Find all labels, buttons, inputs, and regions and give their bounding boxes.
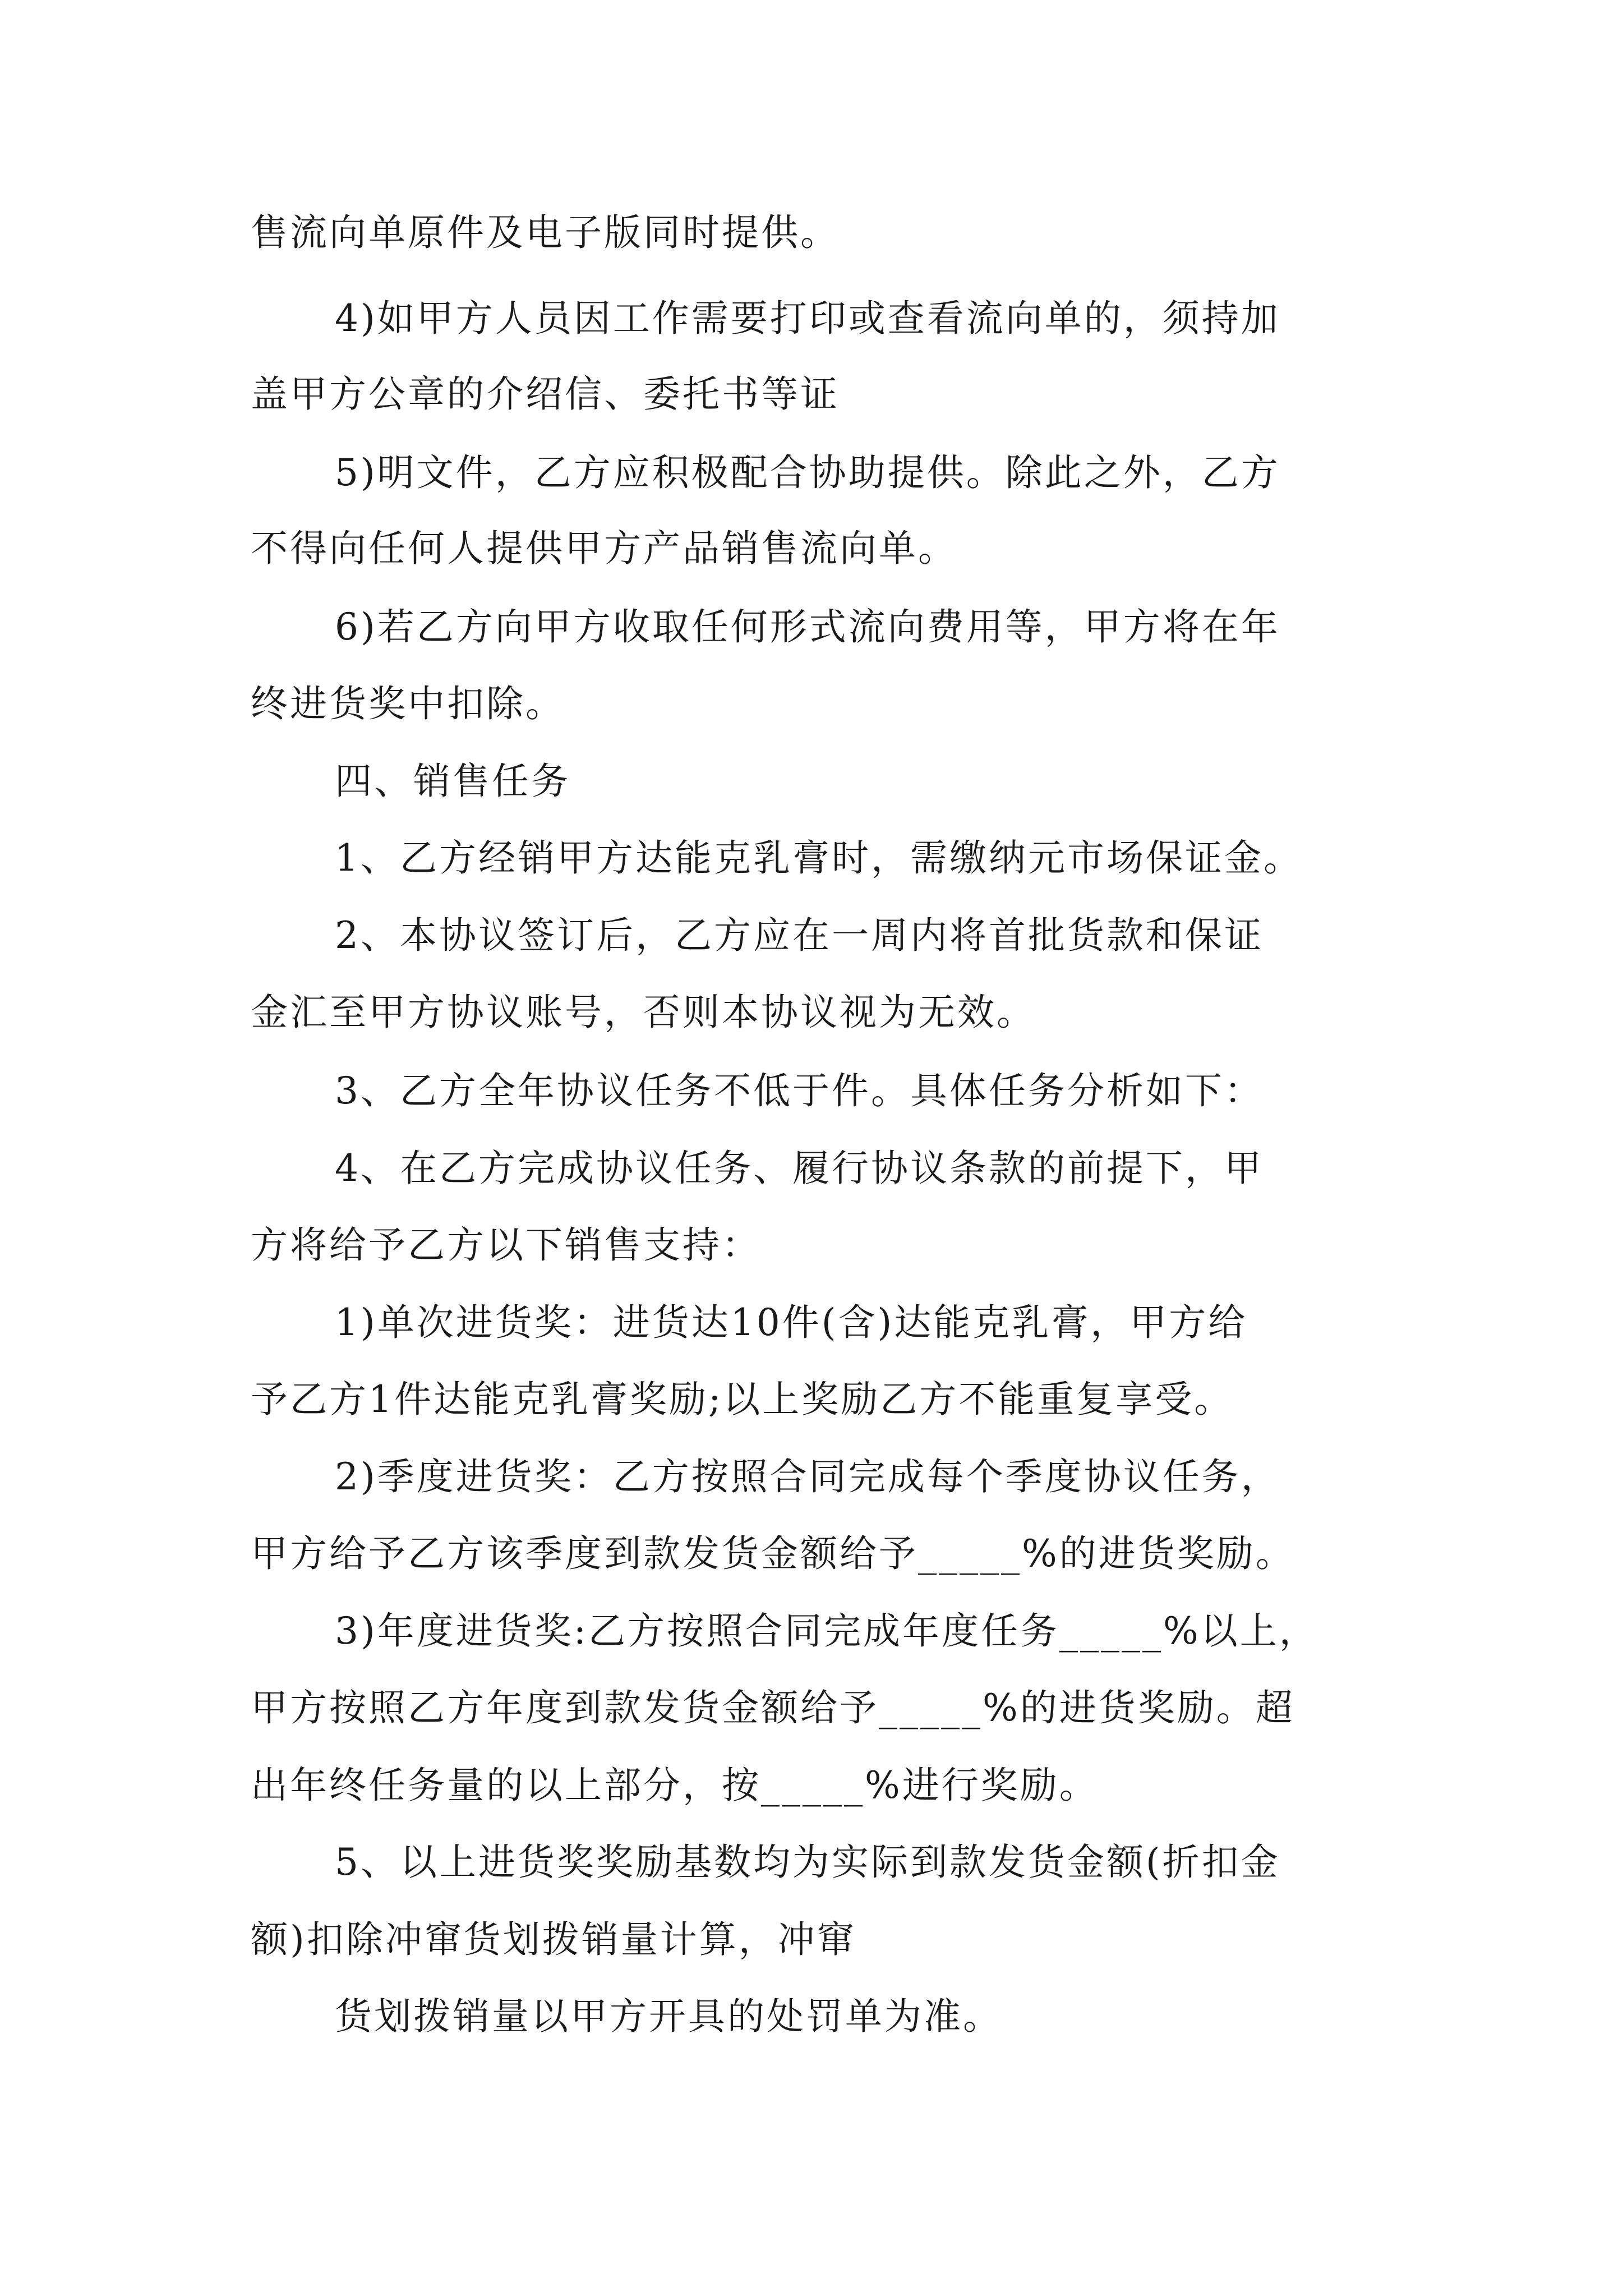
text-line-18: 甲方给予乙方该季度到款发货金额给予_____%的进货奖励。 [251,1532,1295,1575]
text-line-5: 不得向任何人提供甲方产品销售流向单。 [251,527,957,570]
text-line-22: 5、以上进货奖奖励基数均为实际到款发货金额(折扣金 [335,1841,1280,1884]
section-heading: 四、销售任务 [335,760,570,803]
text-line-9: 1、乙方经销甲方达能克乳膏时，需缴纳元市场保证金。 [335,836,1303,880]
text-line-24: 货划拨销量以甲方开具的处罚单为准。 [335,1995,1002,2038]
text-line-14: 方将给予乙方以下销售支持： [251,1223,761,1267]
text-line-21: 出年终任务量的以上部分，按_____%进行奖励。 [251,1764,1099,1807]
text-line-7: 终进货奖中扣除。 [251,682,565,725]
text-line-17: 2)季度进货奖：乙方按照合同完成每个季度协议任务， [335,1455,1280,1498]
text-line-11: 金汇至甲方协议账号，否则本协议视为无效。 [251,991,1036,1034]
text-line-15: 1)单次进货奖：进货达10件(含)达能克乳膏，甲方给 [335,1301,1248,1344]
text-line-12: 3、乙方全年协议任务不低于件。具体任务分析如下： [335,1069,1264,1112]
text-line-23: 额)扣除冲窜货划拨销量计算，冲窜 [251,1918,856,1961]
text-line-6: 6)若乙方向甲方收取任何形式流向费用等，甲方将在年 [335,605,1280,648]
text-line-4: 5)明文件，乙方应积极配合协助提供。除此之外，乙方 [335,451,1280,494]
text-line-20: 甲方按照乙方年度到款发货金额给予_____%的进货奖励。超 [251,1686,1295,1729]
text-line-1: 售流向单原件及电子版同时提供。 [251,211,840,254]
text-line-10: 2、本协议签订后，乙方应在一周内将首批货款和保证 [335,914,1264,957]
text-line-2: 4)如甲方人员因工作需要打印或查看流向单的，须持加 [335,297,1280,340]
text-line-19: 3)年度进货奖:乙方按照合同完成年度任务_____%以上， [335,1609,1318,1653]
text-line-16: 予乙方1件达能克乳膏奖励;以上奖励乙方不能重复享受。 [251,1378,1234,1421]
text-line-13: 4、在乙方完成协议任务、履行协议条款的前提下，甲 [335,1147,1264,1190]
text-line-3: 盖甲方公章的介绍信、委托书等证 [251,372,840,416]
